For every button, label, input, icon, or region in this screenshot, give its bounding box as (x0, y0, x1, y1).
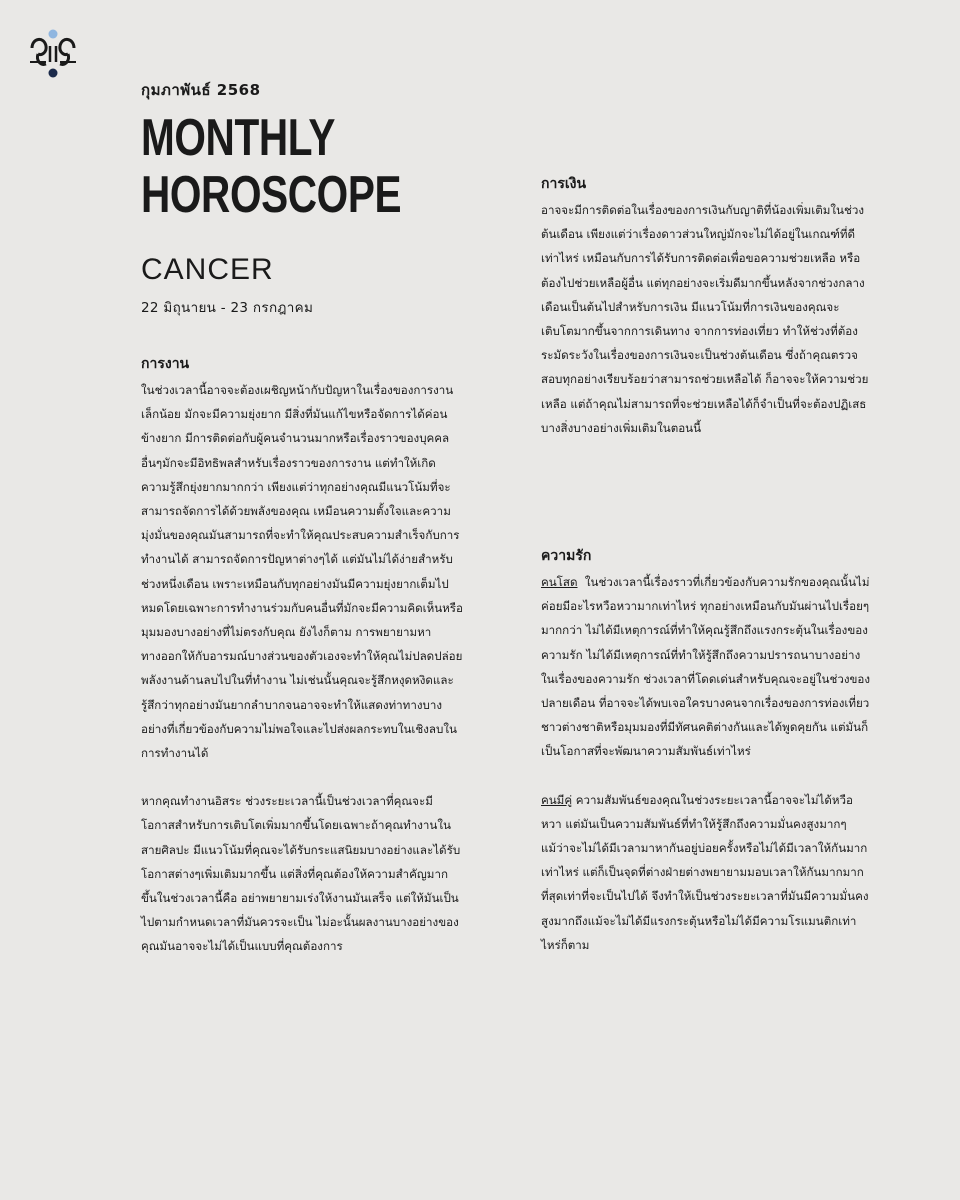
career-heading: การงาน (141, 356, 190, 372)
zodiac-cancer-logo-icon (26, 26, 80, 80)
zodiac-sign-name: CANCER (141, 253, 274, 286)
page-title-line1: MONTHLY (141, 109, 336, 167)
love-single-paragraph (541, 570, 871, 764)
couple-label: คนมีคู่ (541, 792, 573, 807)
finance-heading: การเงิน (541, 176, 587, 192)
love-heading: ความรัก (541, 548, 592, 564)
left-column (141, 80, 463, 959)
month-label: กุมภาพันธ์ 2568 (141, 81, 261, 99)
zodiac-date-range: 22 มิถุนายน - 23 กรกฎาคม (141, 300, 314, 316)
page-title-line2: HOROSCOPE (141, 166, 402, 224)
finance-paragraph: อาจจะมีการติดต่อในเรื่องของการเงินกับญาติที่น้องเพิ่มเติมในช่วงต้นเดือน เพียงแต่ว่าเรื่องดาวส่วนใหญ่มักจะไม่ได้อยู่ในเกณฑ์ที่ดีเท่าไหร่ เหมือนกับการได้รับการติดต่อเพื่อขอความช่วยเหลือ หรือต้องไปช่วยเหลือผู้อื่น แต่ทุกอย่างจะเริ่มดีมากขึ้นหลังจากช่วงกลางเดือนเป็นต้นไปสำหรับการเงิน มีแนวโน้มที่การเงินของคุณจะเติบโตมากขึ้นจากการเดินทาง จากการท่องเที่ยว ทำให้ช่วงที่ต้องระมัดระวังในเรื่องของการเงินจะเป็นช่วงต้นเดือน ซึ่งถ้าคุณตรวจสอบทุกอย่างเรียบร้อยว่าสามารถช่วยเหลือได้ ก็อาจจะให้ความช่วยเหลือ แต่ถ้าคุณไม่สามารถที่จะช่วยเหลือได้ก็จำเป็นที่จะต้องปฏิเสธบางสิ่งบางอย่างเพิ่มเติมในตอนนี้ (541, 203, 869, 435)
single-text: ในช่วงเวลานี้เรื่องราวที่เกี่ยวข้องกับความรักของคุณนั้นไม่ค่อยมีอะไรหวือหวามากเท่าไหร่ ทุกอย่างเหมือนกับมันผ่านไปเรื่อยๆมากกว่า ไม่ได้มีเหตุการณ์ที่ทำให้คุณรู้สึกถึงแรงกระตุ้นในเรื่องของความรัก ไม่ได้มีเหตุการณ์ที่ทำให้รู้สึกถึงความปรารถนาบางอย่างในเรื่องของความรัก ช่วงเวลาที่โดดเด่นสำหรับคุณจะอยู่ในช่วงของปลายเดือน ที่อาจจะได้พบเจอใครบางคนจากเรื่องของการท่องเที่ยว ชาวต่างชาติหรือมุมมองที่มีทัศนคติต่างกันและได้พูดคุยกัน แต่มันก็เป็นโอกาสที่จะพัฒนาความสัมพันธ์เท่าไหร่ (541, 575, 871, 759)
love-section (541, 546, 871, 957)
couple-text: ความสัมพันธ์ของคุณในช่วงระยะเวลานี้อาจจะไม่ได้หวือหวา แต่มันเป็นความสัมพันธ์ที่ทำให้รู้สึกถึงความมั่นคงสูงมากๆ แม้ว่าจะไม่ได้มีเวลามาหากันอยู่บ่อยครั้งหรือไม่ได้มีเวลาให้กันมากเท่าไหร่ แต่ก็เป็นจุดที่ต่างฝ่ายต่างพยายามมอบเวลาให้กันมากมากที่สุดเท่าที่จะเป็นไปได้ จึงทำให้เป็นช่วงระยะเวลาที่มันมีความมั่นคงสูงมากถึงแม้จะไม่ได้มีแรงกระตุ้นหรือไม่ได้มีความโรแมนติกเท่าไหร่ก็ตาม (541, 792, 869, 952)
career-paragraph-1: ในช่วงเวลานี้อาจจะต้องเผชิญหน้ากับปัญหาในเรื่องของการงานเล็กน้อย มักจะมีความยุ่งยาก มีสิ่งที่มันแก้ไขหรือจัดการได้ค่อนข้างยาก มีการติดต่อกับผู้คนจำนวนมากหรือเรื่องราวของบุคคลอื่นๆมักจะมีอิทธิพลสำหรับเรื่องราวของการงาน แต่ทำให้เกิดความรู้สึกยุ่งยากมากกว่า เพียงแต่ว่าทุกอย่างคุณมีแนวโน้มที่จะสามารถจัดการได้ด้วยพลังของคุณ เหมือนความตั้งใจและความมุ่งมั่นของคุณมันสามารถที่จะทำให้คุณประสบความสำเร็จกับการทำงานได้ สามารถจัดการปัญหาต่างๆได้ แต่มันไม่ได้ง่ายสำหรับช่วงหนึ่งเดือน เพราะเหมือนกับทุกอย่างมันมีความยุ่งยากเต็มไปหมดโดยเฉพาะการทำงานร่วมกับคนอื่นที่มักจะมีความคิดเห็นหรือมุมมองบางอย่างที่ไม่ตรงกับคุณ ยังไงก็ตาม การพยายามหาทางออกให้กับอารมณ์บางส่วนของตัวเองจะทำให้คุณไม่ปลดปล่อยพลังงานด้านลบไปในที่ทำงาน ไม่เช่นนั้นคุณจะรู้สึกหงุดหงิดและรู้สึกว่าทุกอย่างมันยากลำบากจนอาจจะทำให้แสดงท่าทางบางอย่างที่เกี่ยวข้องกับความไม่พอใจและไปส่งผลกระทบในเชิงลบในการทำงานได้ (141, 383, 463, 761)
love-couple-paragraph (541, 788, 871, 957)
single-label: คนโสด (541, 575, 578, 589)
career-paragraph-2: หากคุณทำงานอิสระ ช่วงระยะเวลานี้เป็นช่วงเวลาที่คุณจะมีโอกาสสำหรับการเติบโตเพิ่มมากขึ้นโดยเฉพาะถ้าคุณทำงานในสายศิลปะ มีแนวโน้มที่คุณจะได้รับกระแสนิยมบางอย่างและได้รับโอกาสต่างๆเพิ่มเติมมากขึ้น แต่สิ่งที่คุณต้องให้ความสำคัญมากขึ้นในช่วงเวลานี้คือ อย่าพยายามเร่งให้งานมันเสร็จ แต่ให้มันเป็นไปตามกำหนดเวลาที่มันควรจะเป็น ไม่อะนั้นผลงานบางอย่างของคุณมันอาจจะไม่ได้เป็นแบบที่คุณต้องการ (141, 794, 461, 954)
finance-section (541, 174, 871, 440)
